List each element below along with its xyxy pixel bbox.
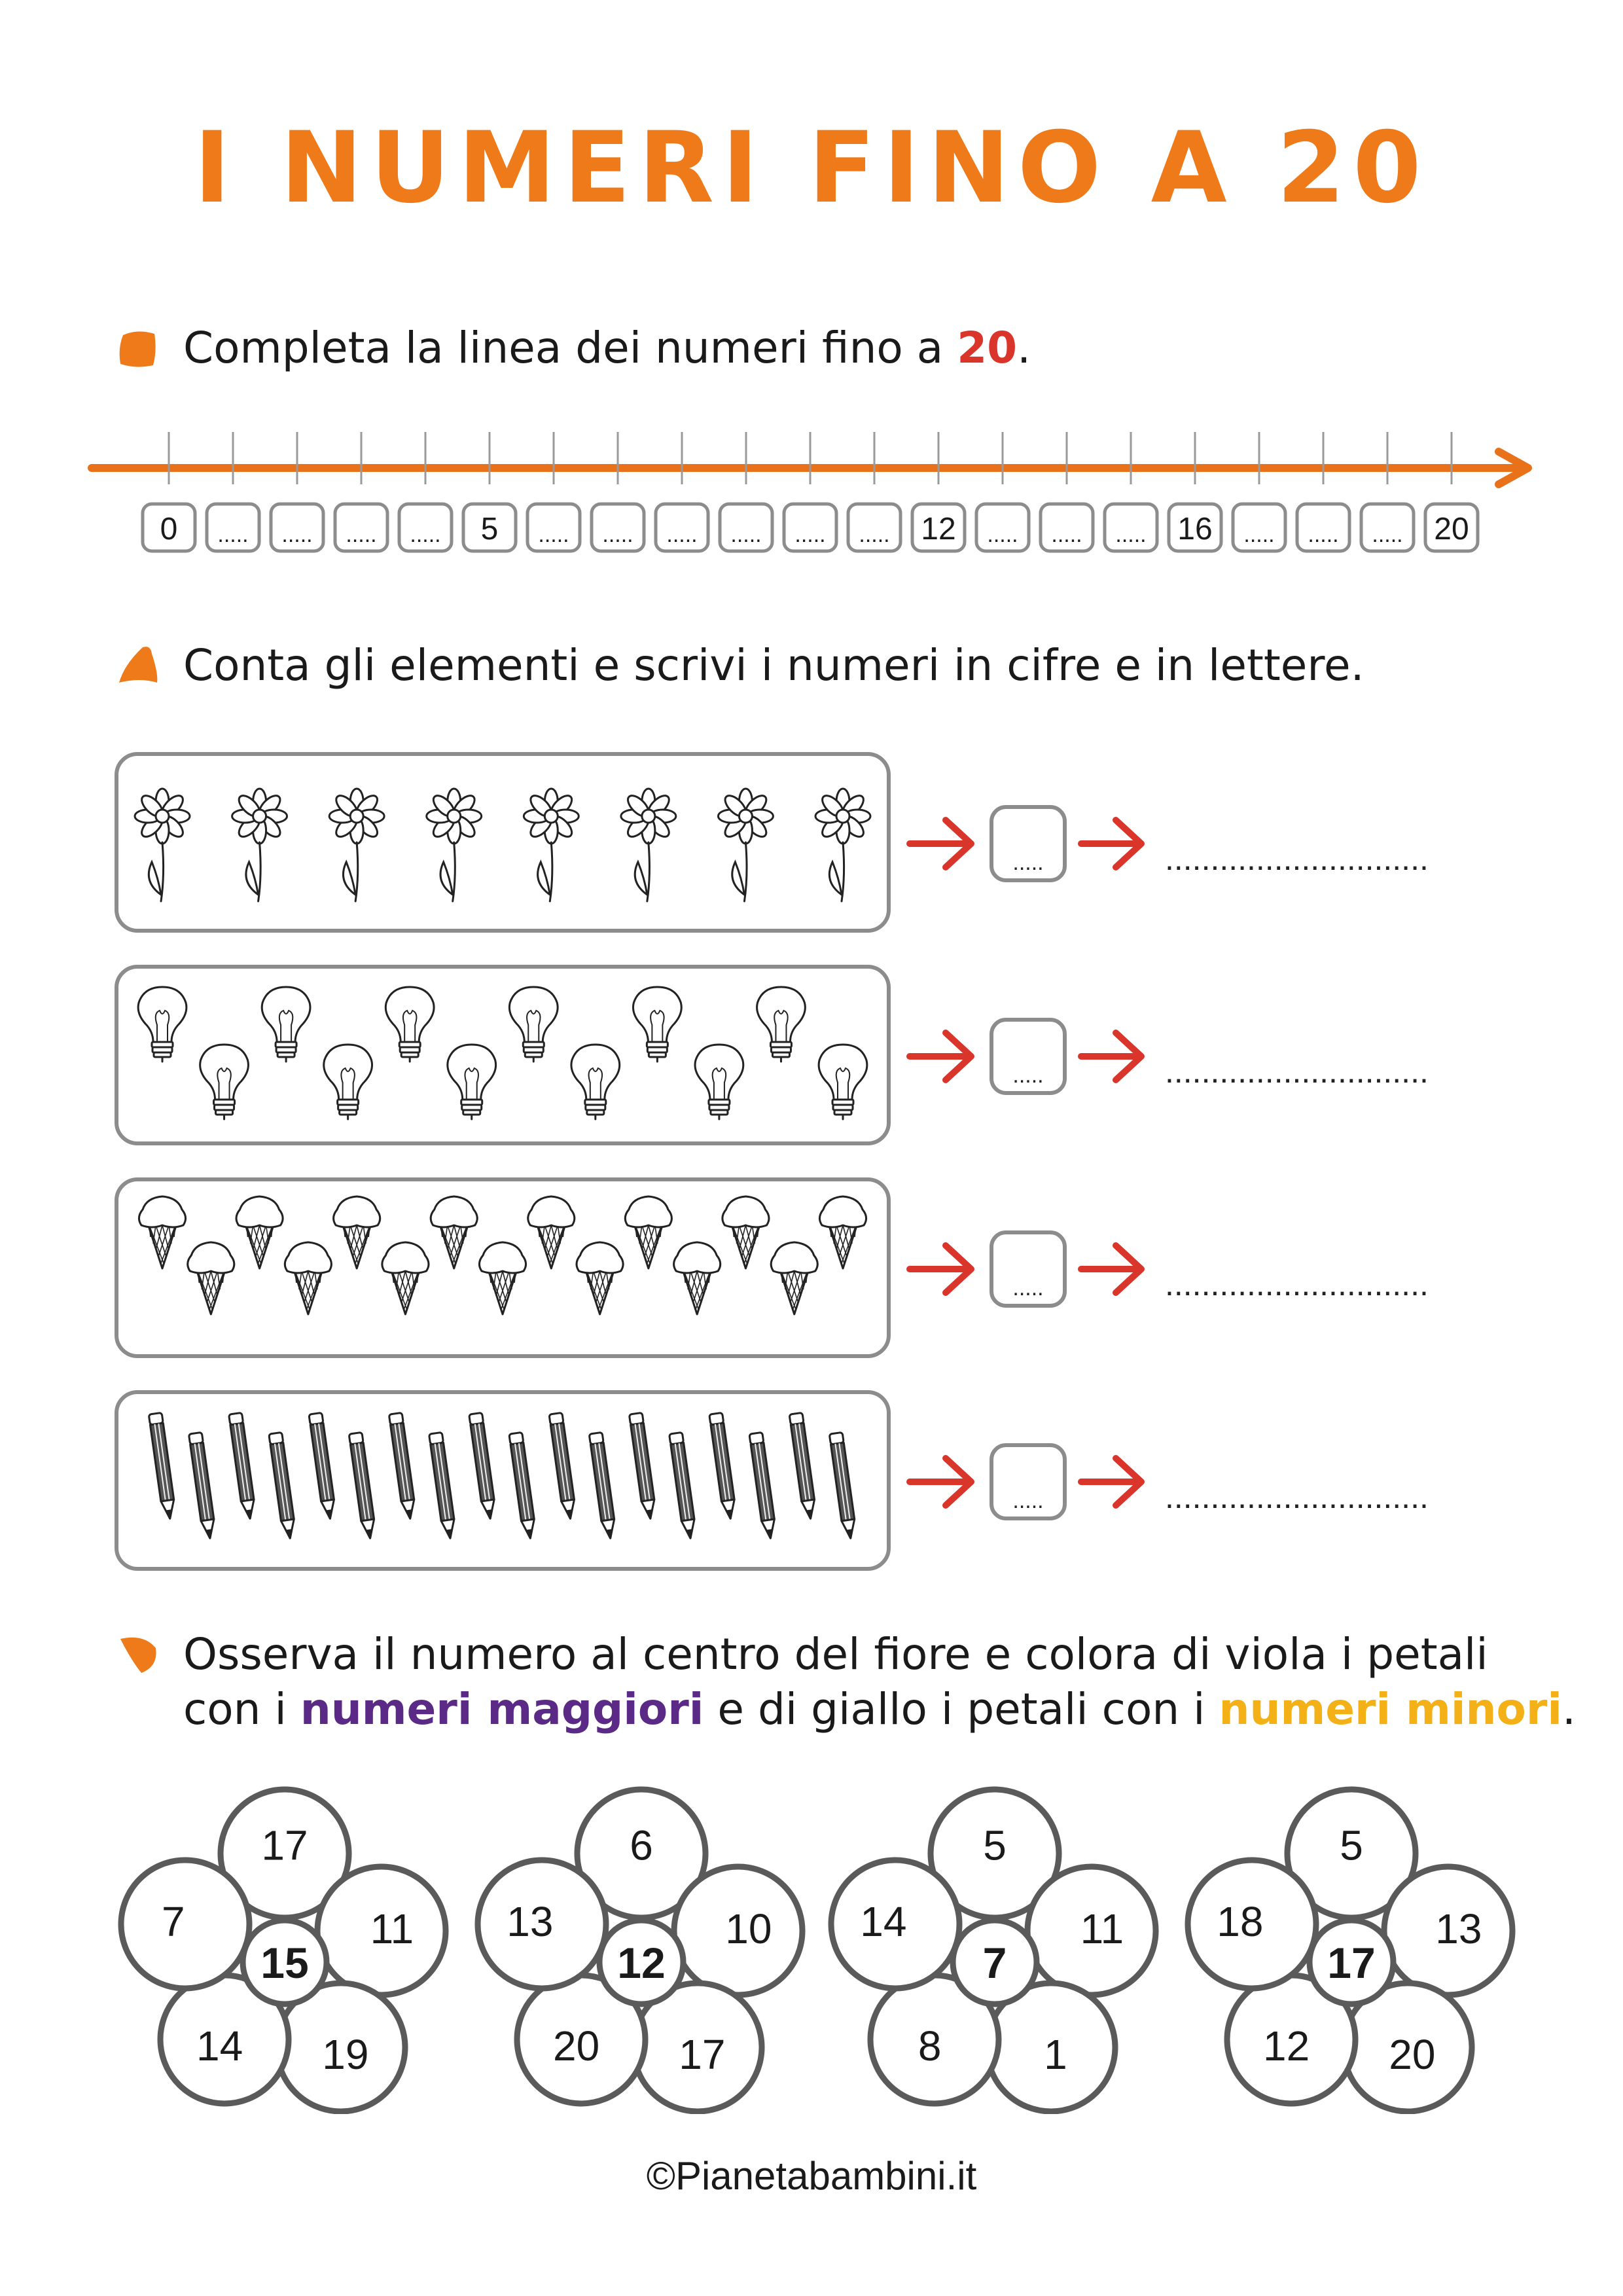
line2-text-middle: e di giallo i petali con i [704,1684,1219,1734]
exercise1-highlight: 20 [957,323,1018,373]
number-line-label: ..... [1308,522,1339,547]
number-line-box[interactable] [976,504,1029,551]
petal-number: 17 [679,2031,726,2079]
number-line-box[interactable] [527,504,580,551]
number-line-box[interactable] [335,504,387,551]
petal-number: 8 [918,2022,942,2070]
petal-number: 6 [630,1821,653,1869]
svg-text:.....: ..... [1012,850,1044,875]
petal-number: 5 [983,1821,1007,1869]
number-line-box[interactable] [912,504,965,551]
answer-words-line[interactable]: ............................. [1165,1266,1429,1302]
counting-row [116,967,1429,1143]
number-line-label: ..... [666,522,698,547]
center-number: 15 [260,1939,309,1987]
number-line-box[interactable] [592,504,644,551]
petal-number: 13 [1435,1905,1482,1952]
petal-number: 20 [553,2022,600,2070]
arrow-right-icon [1081,1246,1141,1293]
number-flower [831,1789,1156,2111]
petal-number: 14 [860,1898,907,1945]
petal-number: 5 [1340,1821,1363,1869]
number-line-label: ..... [859,522,890,547]
arrow-right-icon [910,1246,971,1293]
number-line-label: ..... [794,522,826,547]
yellow-highlight: numeri minori [1219,1684,1563,1734]
counting-row [116,754,1429,931]
petal-number: 13 [507,1898,554,1945]
number-line-label: ..... [1243,522,1275,547]
number-flower [1188,1789,1512,2111]
answer-digit-box[interactable] [991,807,1065,880]
number-line-box[interactable] [1297,504,1349,551]
orange-blob-icon [118,329,158,369]
number-line-label: 20 [1434,512,1469,547]
number-line-label: ..... [217,522,249,547]
number-line-label: 5 [480,512,499,547]
arrow-right-icon [1081,820,1141,867]
number-line-box[interactable] [271,504,323,551]
svg-text:.....: ..... [1012,1063,1044,1088]
number-flower [478,1789,802,2111]
center-number: 17 [1327,1939,1376,1987]
svg-text:.....: ..... [1012,1276,1044,1300]
petal-number: 11 [370,1905,414,1952]
number-line-box[interactable] [463,504,516,551]
petal-number: 12 [1263,2022,1310,2070]
number-line-label: ..... [1051,522,1082,547]
arrow-right-icon [1081,1033,1141,1080]
flowers-exercise [0,1761,1623,2114]
page-title: I NUMERI FINO A 20 [194,111,1429,225]
exercise1-instruction [183,321,1031,376]
number-line-label: ..... [987,522,1018,547]
number-line-label: ..... [538,522,569,547]
flower-petal[interactable] [121,1860,249,1988]
number-line-box[interactable] [1361,504,1414,551]
number-line-label: ..... [346,522,377,547]
exercise1-period: . [1017,323,1031,373]
number-line-label: ..... [602,522,633,547]
number-line-box[interactable] [399,504,452,551]
number-line-label: ..... [1372,522,1403,547]
number-line-box[interactable] [848,504,901,551]
number-line-box[interactable] [1233,504,1285,551]
petal-number: 1 [1044,2031,1067,2079]
answer-digit-box[interactable] [991,1445,1065,1518]
number-line-box[interactable] [1169,504,1221,551]
center-number: 7 [982,1939,1007,1987]
number-line-label: 0 [160,512,178,547]
exercise3-instruction-line2 [183,1682,1576,1737]
orange-blob-icon [118,1634,158,1674]
number-line-box[interactable] [656,504,708,551]
arrow-right-icon [910,1458,971,1505]
orange-blob-icon [118,645,158,685]
counting-row [116,1392,1429,1569]
items-box [116,754,889,931]
svg-text:.....: ..... [1012,1488,1044,1513]
answer-digit-box[interactable] [991,1020,1065,1093]
answer-digit-box[interactable] [991,1232,1065,1306]
petal-number: 18 [1217,1898,1264,1945]
arrow-right-icon [1081,1458,1141,1505]
number-line-box[interactable] [1105,504,1157,551]
petal-number: 10 [725,1905,772,1952]
exercise3-instruction-line1: Osserva il numero al centro del fiore e colora di viola i petali [183,1629,1488,1679]
petal-number: 20 [1389,2031,1436,2079]
number-line-label: ..... [410,522,441,547]
number-line-label: ..... [1115,522,1147,547]
counting-row [116,1179,1429,1356]
number-line-box[interactable] [784,504,836,551]
number-line-label: 12 [921,512,956,547]
number-line-label: ..... [281,522,313,547]
answer-words-line[interactable]: ............................. [1165,1053,1429,1090]
number-line-label: 16 [1177,512,1213,547]
answer-words-line[interactable]: ............................. [1165,840,1429,877]
arrow-right-icon [910,1033,971,1080]
number-line [0,419,1623,569]
number-flower [121,1789,446,2111]
exercise2-instruction: Conta gli elementi e scrivi i numeri in cifre e in lettere. [183,640,1364,691]
petal-number: 7 [162,1898,185,1945]
counting-exercise [0,746,1623,1584]
number-line-box[interactable] [1041,504,1093,551]
arrow-right-icon [910,820,971,867]
number-line-label: ..... [730,522,762,547]
answer-words-line[interactable]: ............................. [1165,1479,1429,1515]
petal-number: 19 [322,2031,369,2079]
footer-copyright: ©Pianetabambini.it [646,2154,977,2198]
line2-text: con i [183,1684,300,1734]
petal-number: 14 [196,2022,243,2070]
exercise1-text: Completa la linea dei numeri fino a [183,323,957,373]
number-line-box[interactable] [143,504,195,551]
number-line-box[interactable] [1425,504,1478,551]
number-line-box[interactable] [720,504,772,551]
center-number: 12 [617,1939,666,1987]
violet-highlight: numeri maggiori [300,1684,704,1734]
line2-period: . [1562,1684,1577,1734]
petal-number: 17 [261,1821,308,1869]
number-line-box[interactable] [207,504,259,551]
petal-number: 11 [1080,1905,1124,1952]
